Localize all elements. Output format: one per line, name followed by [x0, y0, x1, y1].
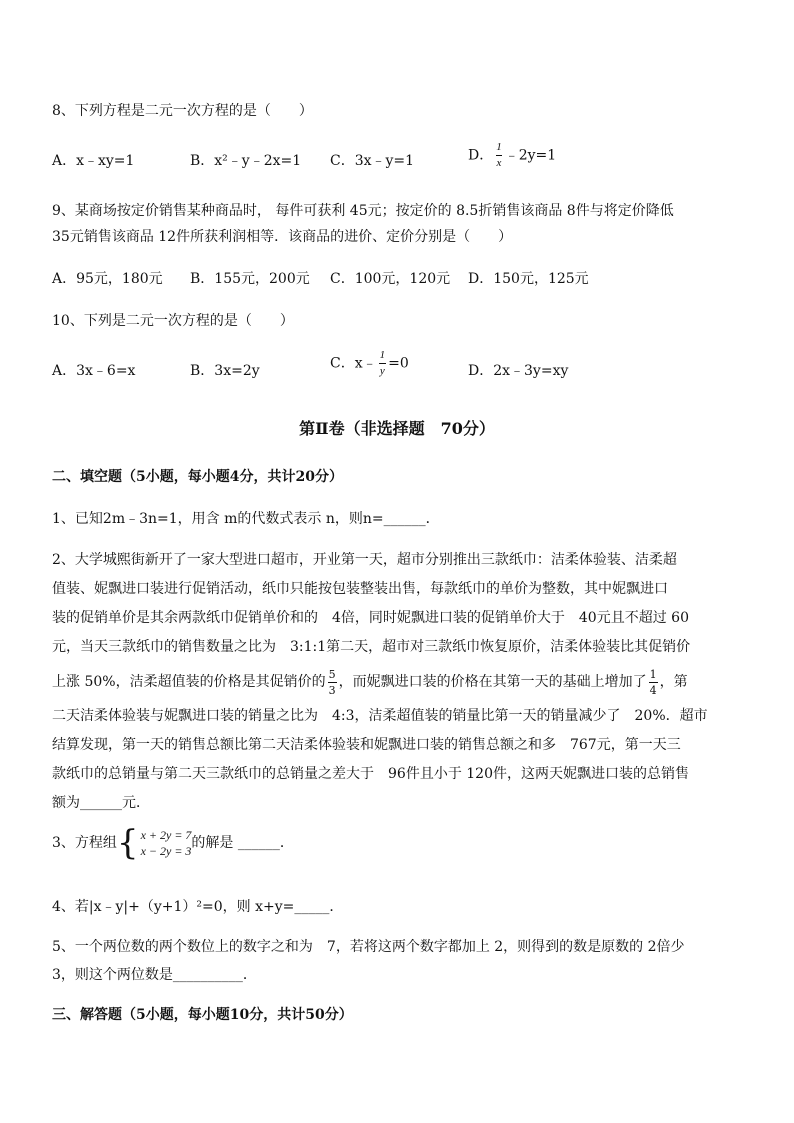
q9-line1: 9、某商场按定价销售某种商品时， 每件可获利 45元；按定价的 8.5折销售该商品 8件与将定价降低 — [52, 203, 674, 219]
q10-option-a: A．3x﹣6=x — [52, 363, 136, 379]
fill-q5-line2: 3，则这个两位数是__________． — [52, 967, 257, 983]
fill-q5-line1: 5、一个两位数的两个数位上的数字之和为 7，若将这两个数字都加上 2，则得到的数是原数的 2倍少 — [52, 939, 685, 955]
q10-option-b: B．3x=2y — [190, 363, 260, 379]
fraction: $\frac{1}{4}$ — [649, 667, 657, 697]
q8-option-c: C．3x﹣y=1 — [330, 153, 415, 169]
fill-q3: 3、方程组 { x + 2y = 7 x − 2y = 3 的解是 ______． — [52, 823, 294, 863]
q10-stem: 10、下列是二元一次方程的是（ ） — [52, 313, 294, 329]
q9-option-a: A．95元，180元 — [52, 271, 163, 287]
q8-stem: 8、下列方程是二元一次方程的是（ ） — [52, 103, 313, 119]
part2-title: 第Ⅱ卷（非选择题 70分） — [299, 419, 495, 438]
q8-option-b: B．x²﹣y﹣2x=1 — [190, 153, 302, 169]
q8-option-a: A．x﹣xy=1 — [52, 153, 135, 169]
fraction: $\frac{5}{3}$ — [328, 667, 336, 697]
q9-option-d: D．150元，125元 — [468, 271, 589, 287]
q10-option-d: D．2x﹣3y=xy — [468, 363, 569, 379]
equation-system: { x + 2y = 7 x − 2y = 3 — [116, 823, 192, 863]
section3-title: 三、解答题（5小题，每小题10分，共计50分） — [52, 1007, 353, 1023]
q9-option-b: B．155元，200元 — [190, 271, 310, 287]
fill-q1: 1、已知2m﹣3n=1，用含 m的代数式表示 n，则n=______． — [52, 511, 440, 527]
q9-option-c: C．100元，120元 — [330, 271, 451, 287]
q9-line2: 35元销售该商品 12件所获利润相等．该商品的进价、定价分别是（ ） — [52, 229, 513, 245]
q8-option-d: D． $\frac{1}{x}$ ﹣2y=1 — [468, 141, 557, 169]
fraction: $\frac{1}{x}$ — [496, 141, 502, 169]
fraction: $\frac{1}{y}$ — [379, 349, 386, 377]
section2-title: 二、填空题（5小题，每小题4分，共计20分） — [52, 469, 343, 485]
q10-option-c: C．x﹣ $\frac{1}{y}$ =0 — [330, 349, 409, 377]
fill-q4: 4、若|x﹣y|+（y+1）²=0，则 x+y=_____． — [52, 899, 344, 915]
fill-q2: 2、大学城熙街新开了一家大型进口超市，开业第一天，超市分别推出三款纸巾：洁柔体验装、洁柔超 值装、妮飘进口装进行促销活动，纸巾只能按包装整装出售，每款纸巾的单价为整数，其中妮飘进口 装的促销单价是其余两款纸巾促销单价和的 4倍，同时妮飘进口装的促销单价大于 40元且不超过 60 元，当天三款纸巾的销售数量之比为 3:1:1第二天，超市对三款纸巾恢复原价，洁柔体验装比其促销价 上涨 50%，洁柔超值装的价格是其促销价的 $\frac{5}{3}$ ，而妮飘进口装的价格在其第一天的基础上增加了 $\frac{1}{4}$ ，第 二天洁柔体验装与妮飘进口装的销量之比为 4:3，洁柔超值装的销量比第一天的销量减少了 20%．超市 结算发现，第一天的销售总额比第二天洁柔体验装和妮飘进口装的销售总额之和多 767元，第一天三 款纸巾的总销量与第二天三款纸巾的总销量之差大于 96件且小于 120件，这两天妮飘进口装的总销售 额为______元． — [52, 552, 708, 811]
